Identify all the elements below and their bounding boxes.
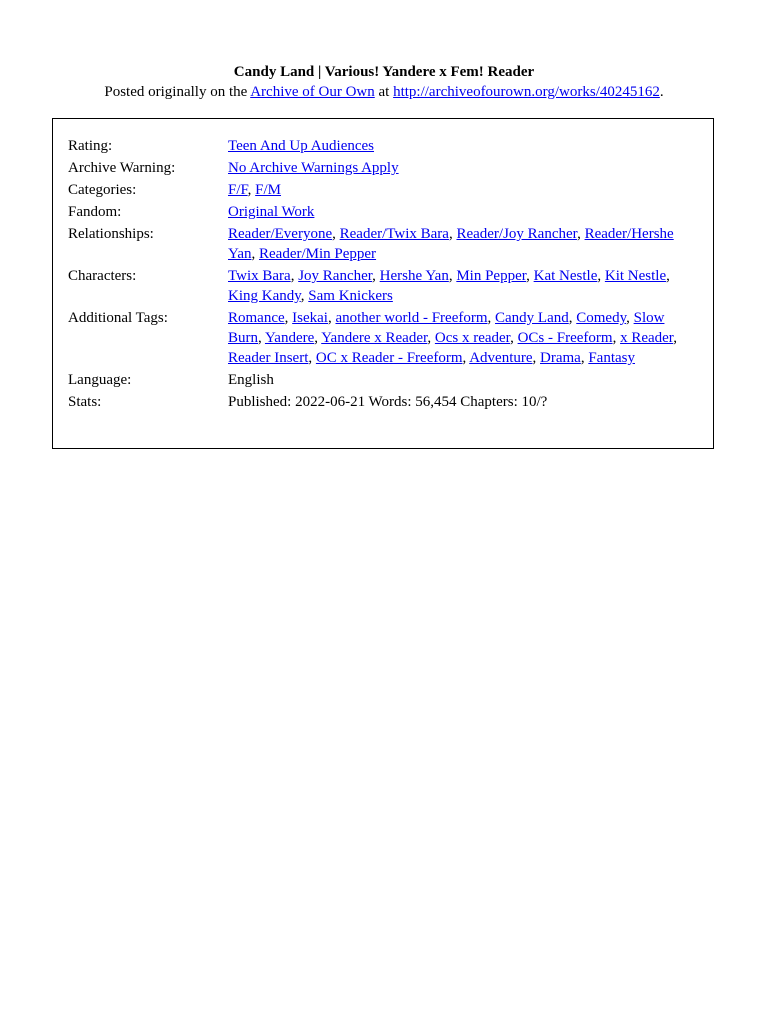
relationship-tag-link[interactable]: Reader/Twix Bara [339,226,449,242]
relationship-tag-link[interactable]: Reader/Hershe Yan [228,226,674,262]
tag-separator: , [448,268,457,284]
additional-tag-link[interactable]: another world - Freeform [335,310,488,326]
warning-label: Archive Warning: [68,160,176,176]
additional-tags [228,308,700,370]
additional-tag-link[interactable]: OCs - Freeform [517,330,613,346]
additional-tag-link[interactable]: Candy Land [495,310,569,326]
character-tag-link[interactable]: Kat Nestle [533,268,598,284]
work-url-link[interactable]: http://archiveofourown.org/works/40245162 [393,84,660,100]
relationship-tag-link[interactable]: Reader/Joy Rancher [456,226,578,242]
additional-tag-link[interactable]: x Reader [620,330,674,346]
fandom-tags [228,202,700,224]
relationship-tag-link[interactable]: Reader/Min Pepper [259,246,377,262]
tag-separator: , [526,268,534,284]
stats-label: Stats: [68,394,102,410]
relationships-label: Relationships: [68,226,154,242]
fandom-tag-link[interactable]: Original Work [228,204,315,220]
meta-row-fandom [68,202,700,224]
meta-row-characters [68,266,700,308]
tag-separator: , [580,350,589,366]
additional-tags-label: Additional Tags: [68,310,168,326]
rating-label: Rating: [68,138,113,154]
tag-separator: , [666,268,670,284]
tag-separator: , [626,310,634,326]
work-meta-box [52,118,714,449]
tag-separator: , [308,350,316,366]
language-label: Language: [68,372,132,388]
characters-label: Characters: [68,268,137,284]
fandom-label: Fandom: [68,204,122,220]
character-tag-link[interactable]: Min Pepper [456,268,527,284]
tag-separator: , [300,288,309,304]
posted-line [0,82,768,102]
tag-separator: , [427,330,435,346]
meta-row-rating [68,136,700,158]
rating-tags [228,136,700,158]
characters-tags [228,266,700,308]
additional-tag-link[interactable]: Drama [540,350,581,366]
at-text: at [374,84,394,100]
meta-row-categories [68,180,700,202]
additional-tag-link[interactable]: Romance [228,310,285,326]
meta-row-warning [68,158,700,180]
categories-label: Categories: [68,182,137,198]
character-tag-link[interactable]: Sam Knickers [308,288,393,304]
meta-row-relationships [68,224,700,266]
archive-link[interactable]: Archive of Our Own [250,84,375,100]
work-meta-table [68,136,700,414]
character-tag-link[interactable]: Kit Nestle [604,268,667,284]
additional-tag-link[interactable]: Yandere [264,330,315,346]
tag-separator: , [332,226,340,242]
additional-tag-link[interactable]: Adventure [469,350,533,366]
additional-tag-link[interactable]: Yandere x Reader [321,330,428,346]
tag-separator: , [314,330,322,346]
character-tag-link[interactable]: Twix Bara [228,268,291,284]
character-tag-link[interactable]: Joy Rancher [298,268,373,284]
additional-tag-link[interactable]: Ocs x reader [434,330,511,346]
tag-separator: , [448,226,457,242]
additional-tag-link[interactable]: Reader Insert [228,350,309,366]
categories-tags [228,180,700,202]
tag-separator: , [258,330,265,346]
meta-row-language [68,370,700,392]
work-title: Candy Land | Various! Yandere x Fem! Reader [233,64,535,80]
category-tag-link[interactable]: F/F [228,182,248,198]
warning-tag-link[interactable]: No Archive Warnings Apply [228,160,399,176]
work-header [0,62,768,102]
tag-separator: , [612,330,621,346]
relationship-tag-link[interactable]: Reader/Everyone [228,226,333,242]
tag-separator: , [284,310,293,326]
category-tag-link[interactable]: F/M [255,182,282,198]
rating-tag-link[interactable]: Teen And Up Audiences [228,138,375,154]
tag-separator: , [577,226,585,242]
period: . [659,84,664,100]
warning-tags [228,158,700,180]
tag-separator: , [568,310,577,326]
tag-separator: , [251,246,259,262]
meta-row-stats [68,392,700,414]
character-tag-link[interactable]: Hershe Yan [379,268,449,284]
tag-separator: , [372,268,380,284]
tag-separator: , [510,330,518,346]
tag-separator: , [597,268,605,284]
character-tag-link[interactable]: King Kandy [228,288,301,304]
additional-tag-link[interactable]: Isekai [292,310,328,326]
relationships-tags [228,224,700,266]
tag-separator: , [487,310,496,326]
additional-tag-link[interactable]: OC x Reader - Freeform [315,350,463,366]
tag-separator: , [462,350,470,366]
additional-tag-link[interactable]: Fantasy [588,350,635,366]
tag-separator: , [290,268,299,284]
additional-tag-link[interactable]: Slow Burn [228,310,665,346]
additional-tag-link[interactable]: Comedy [576,310,627,326]
tag-separator: , [247,182,256,198]
stats-value: Published: 2022-06-21 Words: 56,454 Chapters: 10/? [228,394,548,410]
tag-separator: , [673,330,677,346]
meta-row-additional-tags [68,308,700,370]
language-value: English [228,372,274,388]
tag-separator: , [532,350,541,366]
posted-prefix: Posted originally on the [104,84,251,100]
tag-separator: , [327,310,336,326]
